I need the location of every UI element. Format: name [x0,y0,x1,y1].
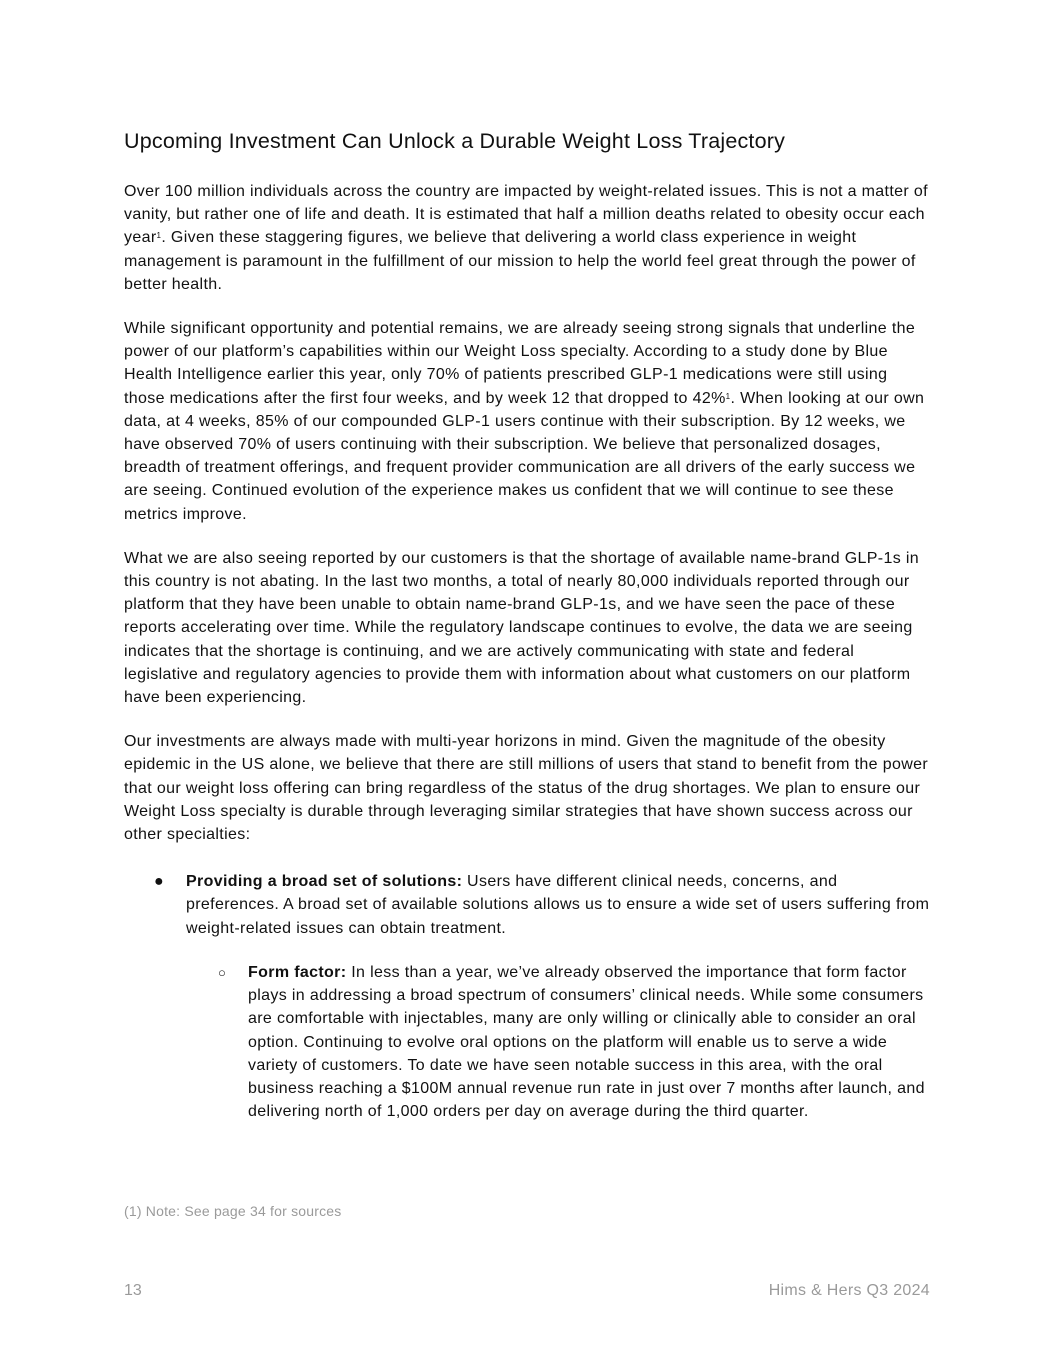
footnote-ref: 1 [725,391,731,401]
footer-brand: Hims & Hers Q3 2024 [768,1282,930,1299]
bullet-item [124,870,932,940]
hollow-circle-bullet-icon: ○ [218,964,227,980]
paragraph-text: . Given these staggering figures, we believe that delivering a world class experience in weight management is paramount in the fulfillment of our mission to help the world feel great through the power of better health. [124,229,916,293]
paragraph [124,180,932,296]
paragraph-text: While significant opportunity and potential remains, we are already seeing strong signals that underline the power of our platform’s capabilities within our Weight Loss specialty. According to a study done by Blue Health Intelligence earlier this year, only 70% of patients prescribed GLP-1 medications were still using those medications after the first four weeks, and by week 12 that dropped to 42% [124,320,916,407]
footnote: (1) Note: See page 34 for sources [124,1203,342,1219]
document-body [124,126,932,1144]
section-heading: Upcoming Investment Can Unlock a Durable Weight Loss Trajectory [124,129,786,153]
paragraph: Our investments are always made with multi-year horizons in mind. Given the magnitude of the obesity epidemic in the US alone, we believe that there are still millions of users that stand to benefit from the power that our weight loss offering can bring regardless of the status of the drug shortages. We plan to ensure our Weight Loss specialty is durable through leveraging similar strategies that have shown success across our other specialties: [124,733,929,844]
bullet-heading: Providing a broad set of solutions: [186,873,463,891]
footnote-ref: 1 [156,231,162,241]
bullet-text: Users have different clinical needs, concerns, and preferences. A broad set of available solutions allows us to ensure a wide set of users suffering from weight-related issues can obtain treatment. [186,873,930,937]
sub-bullet-text: In less than a year, we’ve already observed the importance that form factor plays in addressing a broad spectrum of consumers’ clinical needs. While some consumers are comfortable with injectables, many are only willing or clinically able to consider an oral option. Continuing to evolve oral options on the platform will enable us to serve a wide variety of customers. To date we have seen notable success in this area, with the oral business reaching a $100M annual revenue run rate in just over 7 months after launch, and delivering north of 1,000 orders per day on average during the third quarter. [248,963,925,1121]
paragraph-text: . When looking at our own data, at 4 weeks, 85% of our compounded GLP-1 users continue with their subscription. By 12 weeks, we have observed 70% of users continuing with their subscription. We believe that personalized dosages, breadth of treatment offerings, and frequent provider communication are all drivers of the early success we are seeing. Continued evolution of the experience makes us confident that we will continue to see these metrics improve. [124,389,925,523]
paragraph [124,317,932,526]
bullet-dot-icon: ● [154,873,165,891]
sub-bullet-heading: Form factor: [248,963,347,981]
paragraph: What we are also seeing reported by our customers is that the shortage of available name-brand GLP-1s in this country is not abating. In the last two months, a total of nearly 80,000 individuals reported through our platform that they have been unable to obtain name-brand GLP-1s, and we have seen the pace of these reports accelerating over time. While the regulatory landscape continues to evolve, the data we are seeing indicates that the shortage is continuing, and we are actively communicating with state and federal legislative and regulatory agencies to provide them with information about what customers on our platform have been experiencing. [124,549,920,707]
page-number: 13 [124,1282,142,1299]
sub-bullet-item [124,961,932,1123]
paragraph-text: Over 100 million individuals across the country are impacted by weight-related issues. This is not a matter of vanity, but rather one of life and death. It is estimated that half a million deaths related to obesity occur each year [124,183,928,247]
